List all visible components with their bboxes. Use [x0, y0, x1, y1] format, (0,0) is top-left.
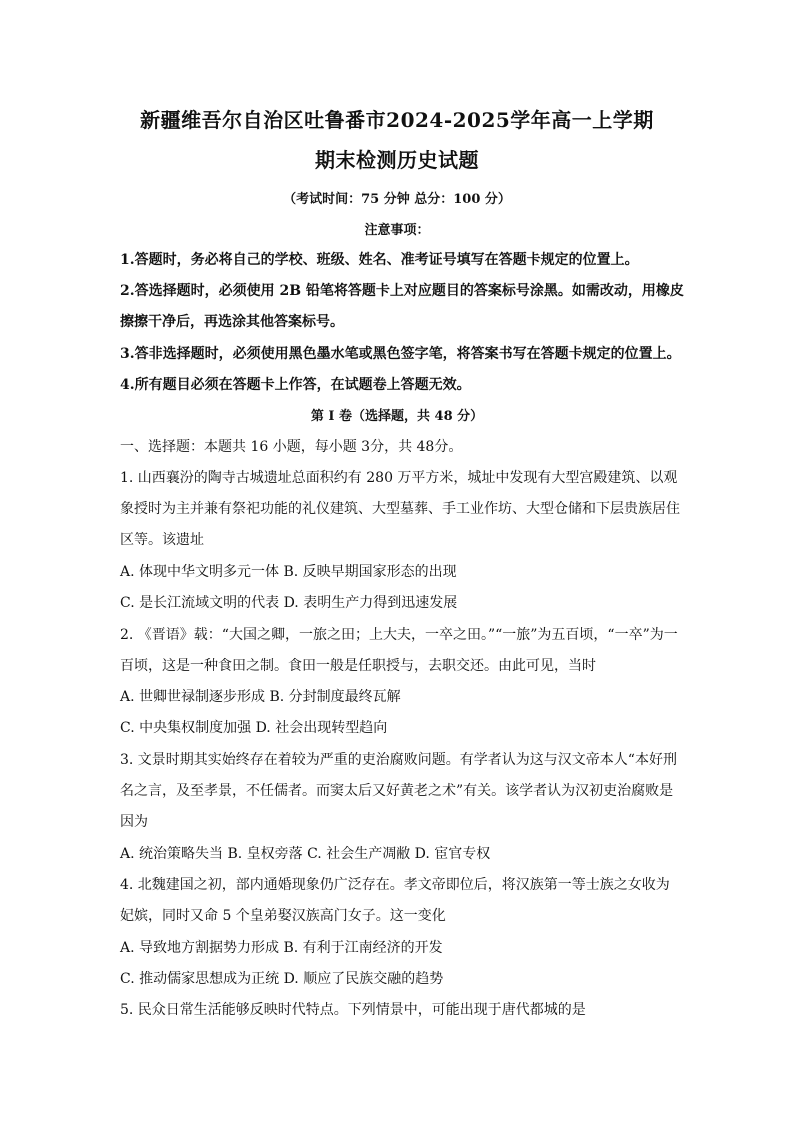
section-title: 第 I 卷（选择题，共 48 分） — [310, 409, 484, 424]
notice-item: 3.答非选择题时，必须使用黑色墨水笔或黑色签字笔，将答案书写在答题卡规定的位置上。 — [120, 346, 681, 362]
exam-title-line2: 期末检测历史试题 — [315, 148, 479, 172]
section-intro: 一、选择题：本题共 16 小题，每小题 3分，共 48分。 — [120, 439, 463, 455]
question-line: 区等。该遗址 — [120, 532, 204, 548]
option-line: A. 统治策略失当 B. 皇权旁落 C. 社会生产凋敝 D. 宦官专权 — [120, 846, 491, 862]
notice-item: 2.答选择题时，必须使用 2B 铅笔将答题卡上对应题目的答案标号涂黑。如需改动，用橡皮 — [120, 283, 684, 299]
notice-heading: 注意事项： — [364, 223, 430, 238]
question-line: 因为 — [120, 814, 148, 830]
option-line: C. 是长江流域文明的代表 D. 表明生产力得到迅速发展 — [120, 595, 458, 611]
question-line: 1. 山西襄汾的陶寺古城遗址总面积约有 280 万平方米，城址中发现有大型宫殿建筑、以观 — [120, 470, 678, 486]
question-line: 5. 民众日常生活能够反映时代特点。下列情景中，可能出现于唐代都城的是 — [120, 1002, 586, 1018]
option-line: C. 推动儒家思想成为正统 D. 顺应了民族交融的趋势 — [120, 971, 444, 987]
option-line: A. 导致地方割据势力形成 B. 有利于江南经济的开发 — [120, 940, 443, 956]
question-line: 4. 北魏建国之初，部内通婚现象仍广泛存在。孝文帝即位后，将汉族第一等士族之女收为 — [120, 877, 670, 893]
option-line: A. 世卿世禄制逐步形成 B. 分封制度最终瓦解 — [120, 689, 401, 705]
question-line: 妃嫔，同时又命 5 个皇弟娶汉族高门女子。这一变化 — [120, 908, 446, 924]
question-line: 2. 《晋语》载：“大国之卿，一旅之田；上大夫，一卒之田。”“一旅”为五百顷，“一卒”为一 — [120, 627, 678, 643]
exam-title-line1: 新疆维吾尔自治区吐鲁番市2024-2025学年高一上学期 — [140, 108, 654, 132]
question-line: 百顷，这是一种食田之制。食田一般是任职授与，去职交还。由此可见，当时 — [120, 658, 596, 674]
notice-item: 1.答题时，务必将自己的学校、班级、姓名、准考证号填写在答题卡规定的位置上。 — [120, 252, 639, 268]
option-line: A. 体现中华文明多元一体 B. 反映早期国家形态的出现 — [120, 564, 457, 580]
exam-info: （考试时间：75 分钟 总分：100 分） — [283, 192, 511, 207]
notice-item: 擦擦干净后，再选涂其他答案标号。 — [120, 314, 344, 330]
question-line: 名之言，及至孝景，不任儒者。而窦太后又好黄老之术”有关。该学者认为汉初吏治腐败是 — [120, 783, 674, 799]
question-line: 3. 文景时期其实始终存在着较为严重的吏治腐败问题。有学者认为这与汉文帝本人“本好刑 — [120, 752, 677, 768]
question-line: 象授时为主并兼有祭祀功能的礼仪建筑、大型墓葬、手工业作坊、大型仓储和下层贵族居住 — [120, 501, 680, 517]
option-line: C. 中央集权制度加强 D. 社会出现转型趋向 — [120, 720, 388, 736]
notice-item: 4.所有题目必须在答题卡上作答，在试题卷上答题无效。 — [120, 377, 471, 393]
